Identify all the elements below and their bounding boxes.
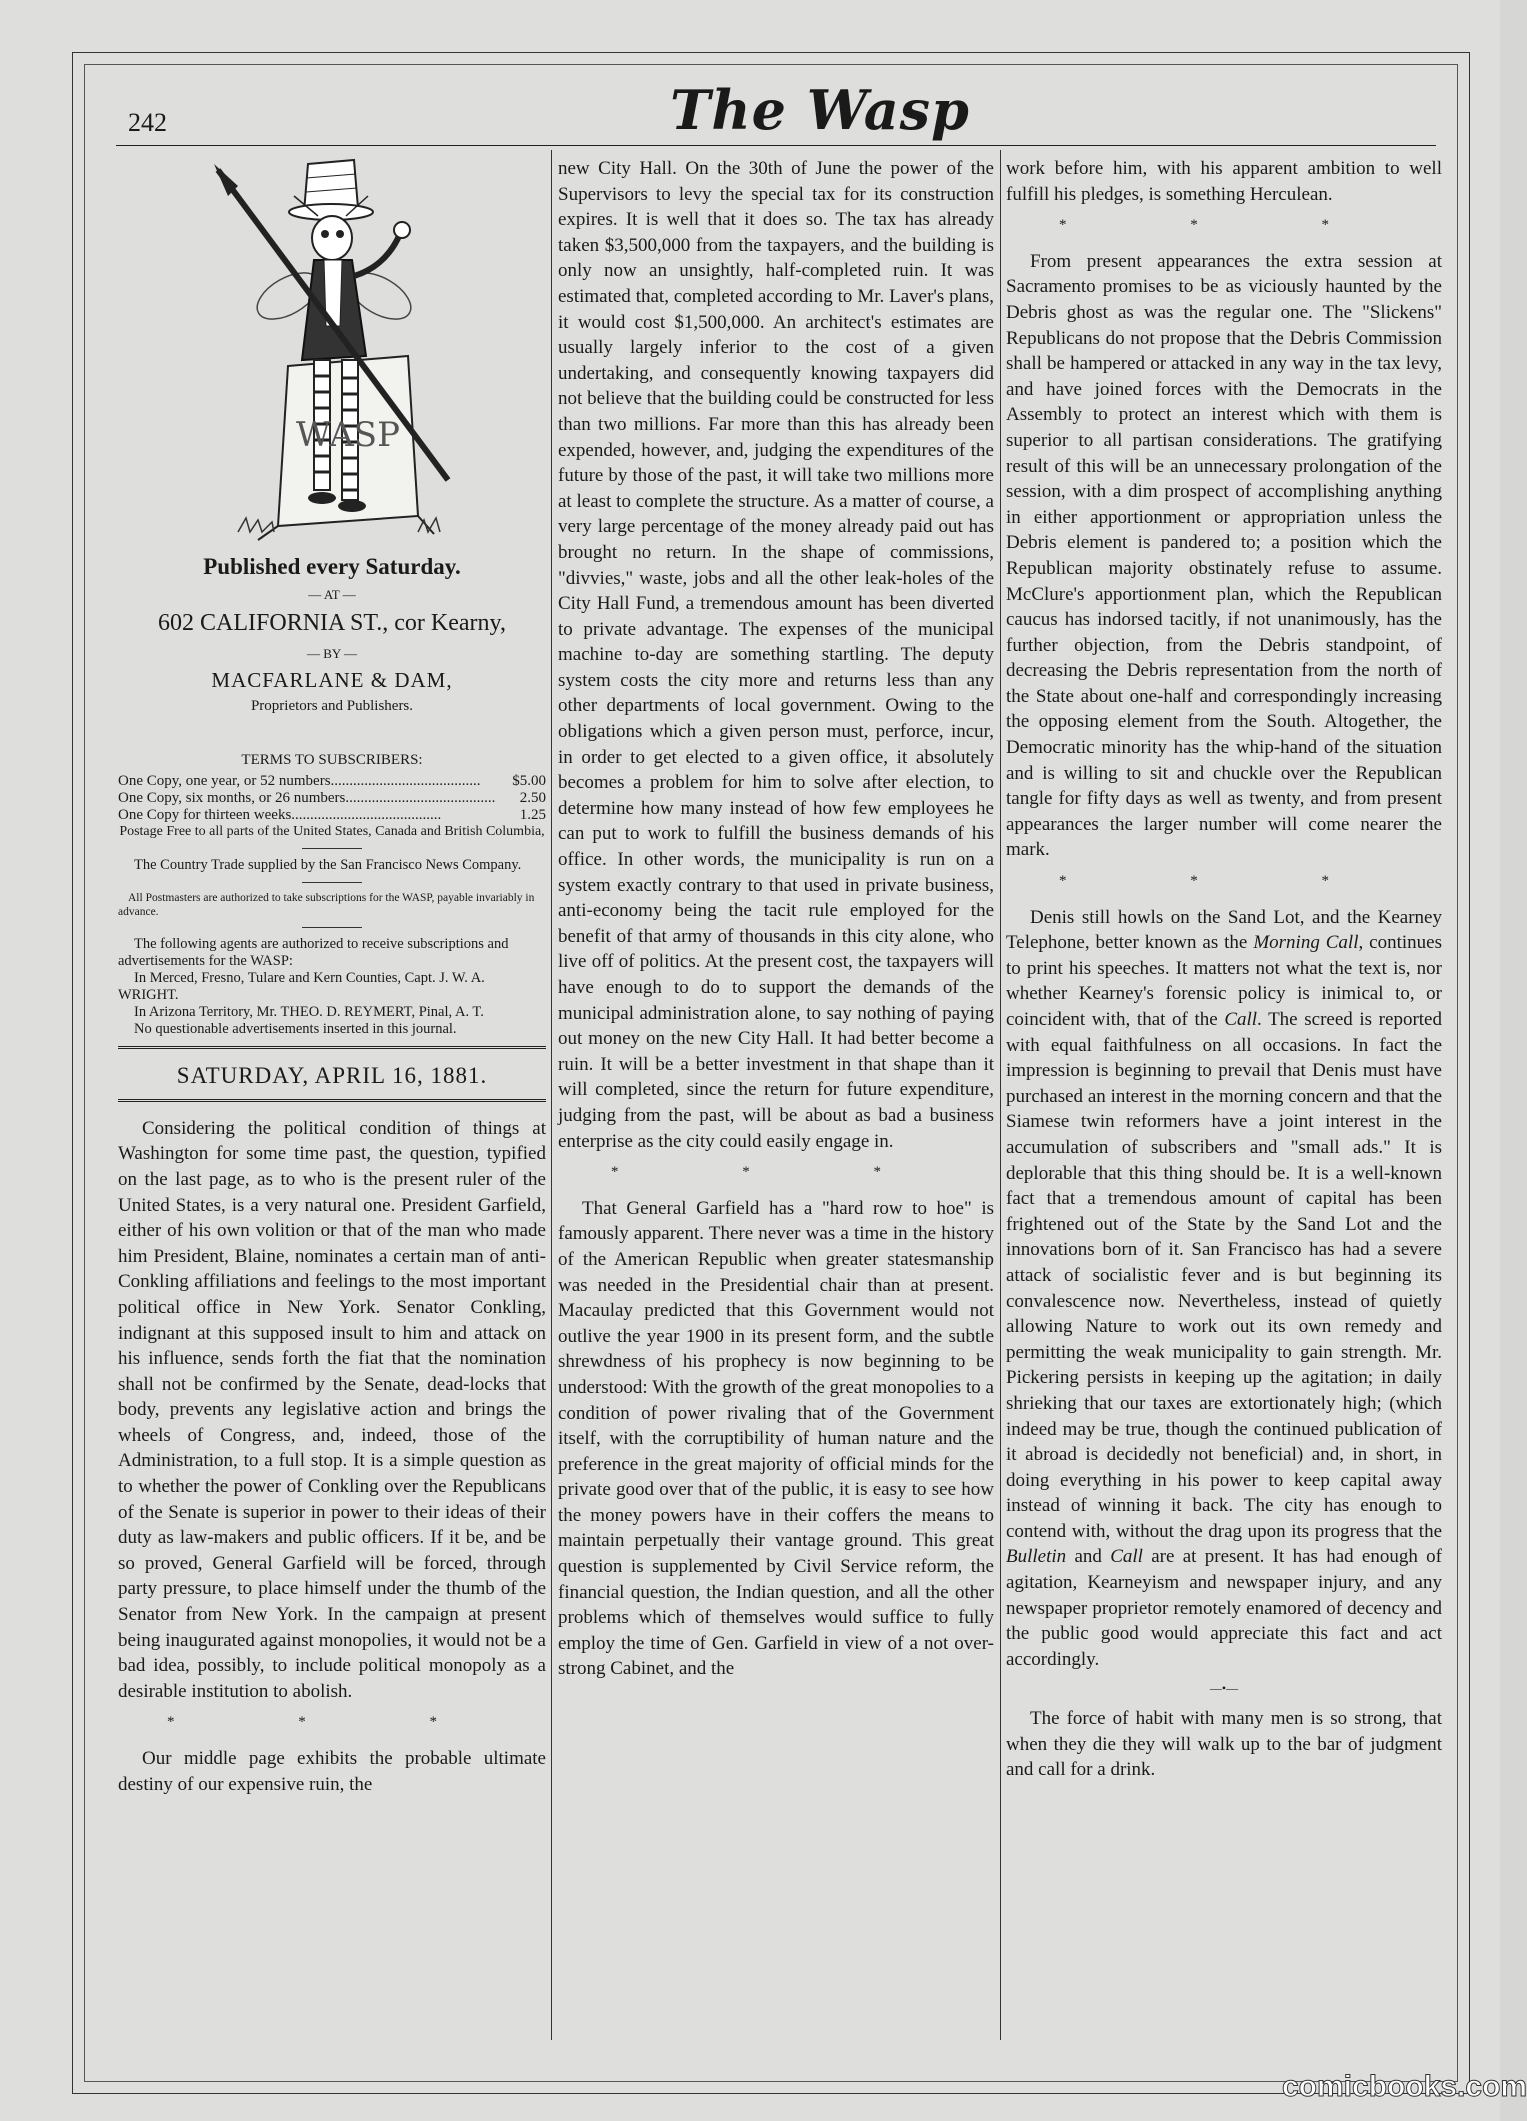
terms-title: TERMS TO SUBSCRIBERS: [241, 751, 423, 768]
section-separator: * * * [1059, 873, 1389, 890]
newspaper-name: Bulletin [1006, 1546, 1067, 1568]
issue-dateline: SATURDAY, APRIL 16, 1881. [176, 1063, 488, 1089]
newspaper-name: Call [1110, 1546, 1143, 1568]
sign-lettering: WASP [296, 415, 400, 455]
country-trade-note: The Country Trade supplied by the San Francisco News Company. [134, 857, 522, 874]
text-run: Denis still howls on the Sand Lot, and the Kearney Telephone, better known as the [1006, 906, 1442, 954]
column-rule-2 [1000, 150, 1001, 2040]
wasp-cartoon-illustration [118, 156, 546, 548]
wasp-figure-icon [118, 156, 546, 548]
office-address: 602 CALIFORNIA ST., cor Kearny, [158, 610, 506, 637]
terms-leader: ........................................ [345, 790, 496, 807]
article-paragraph [1006, 905, 1442, 1673]
by-label: — BY — [306, 645, 358, 661]
article-paragraph: work before him, with his apparent ambition to well fulfill his pledges, is something Herculean. [1006, 158, 1442, 205]
terms-label: One Copy, six months, or 26 numbers [118, 790, 346, 807]
agent-arizona: In Arizona Territory, Mr. THEO. D. REYMERT, Pinal, A. T. [134, 1004, 484, 1021]
divider [302, 882, 362, 883]
terms-leader: ........................................ [291, 807, 442, 824]
text-run: are at present. It has had enough of agitation, Kearneyism and newspaper injury, and any newspaper proprietor remotely enamored of decency and the public good would appreciate this fact and act accordingly. [1006, 1546, 1442, 1670]
divider [302, 927, 362, 928]
article-paragraph: From present appearances the extra session at Sacramento promises to be as viciously haunted by the Debris ghost as was the regular one. The "Slickens" Republicans do not propose that the Debris Commission shall be hampered or attacked in any way in the tax levy, and have joined forces with the Democrats in the Assembly to protect an interest which with them is superior to all partisan considerations. The gratifying result of this will be an unnecessary prolongation of the session, with a dim prospect of accomplishing anything in either apportionment or appropriation unless the Debris element is pandered to; a position which the Republican majority obstinately refuse to assume. McClure's apportionment plan, which the Republican caucus has indorsed tacitly, if not unanimously, has the further objection, from the Debris standpoint, of decreasing the Debris representation from the north of the State about one-half and correspondingly increasing the opposing element from the South. Altogether, the Democratic minority has the whip-hand of the situation and is willing to sit and chuckle over the Republican tangle for fifty days as well as twenty, and from present appearances the larger number will come nearer the mark. [1006, 250, 1442, 861]
column-2 [558, 156, 994, 1682]
at-label: — AT — [308, 586, 356, 602]
terms-row [118, 773, 546, 790]
divider [302, 848, 362, 849]
double-rule [118, 1099, 546, 1102]
column-rule-1 [551, 150, 552, 2040]
postage-note: Postage Free to all parts of the United States, Canada and British Columbia, [119, 824, 545, 840]
page-number: 242 [128, 108, 167, 137]
postmasters-note: All Postmasters are authorized to take subscriptions for the WASP, payable invariably in advance. [118, 892, 535, 919]
terms-price: 1.25 [519, 807, 546, 824]
page-header [90, 72, 1450, 144]
article-paragraph: Our middle page exhibits the probable ultimate destiny of our expensive ruin, the [118, 1748, 546, 1795]
no-adverts-note: No questionable advertisements inserted in this journal. [134, 1021, 457, 1038]
section-separator: * * * [611, 1164, 941, 1181]
article-paragraph: That General Garfield has a "hard row to hoe" is famously apparent. There never was a time in the history of the American Republic when greater statesmanship was needed in the Presidential chair than at present. Macaulay predicted that this Government would not outlive the year 1900 in its present form, and the subtle shrewdness of his prophecy is now beginning to be understood: With the growth of the great monopolies to a condition of power rivaling that of the Government itself, with the corruptibility of human nature and the preference in the great majority of official minds for the private good over that of the public, it is easy to see how the money powers have in their coffers the means to maintain perpetually their vantage ground. This great question is supplemented by Civil Service reform, the financial question, the Indian question, and all the other problems which of themselves would suffice to fully employ the time of Gen. Garfield in view of a not over-strong Cabinet, and the [558, 1197, 994, 1680]
agents-note: The following agents are authorized to receive subscriptions and advertisements for the WASP: [118, 936, 509, 970]
terms-row [118, 790, 546, 807]
article-paragraph: Considering the political condition of things at Washington for some time past, the question, typified on the last page, as to who is the present ruler of the United States, is a very natural one. President Garfield, either of his own volition or that of the man who made him President, Blaine, nominates a certain man of anti-Conkling affiliations and feelings to the most important political office in New York. Senator Conkling, indignant at this supposed insult to him and attack on his influence, sends forth the fiat that the nomination shall not be confirmed by the Senate, dead-locks that body, prevents any legislative action and brings the wheels of Congress, and, indeed, those of the Administration, to a full stop. It is a simple question as to whether the power of Conkling over the Republicans of the Senate is superior in power to their ideas of their duty as law-makers and public officers. If it be, and be so proved, General Garfield will be forced, through party pressure, to place himself under the thumb of the Senator from New York. In the campaign at present being inaugurated against monopolies, it would not be a bad idea, possibly, to include political monopoly as a desirable institution to abolish. [118, 1117, 546, 1702]
newspaper-name: Morning Call [1253, 932, 1359, 954]
terms-price: 2.50 [519, 790, 546, 807]
proprietors-name: MACFARLANE & DAM, [211, 668, 453, 693]
terms-row [118, 807, 546, 824]
newspaper-name: Call [1224, 1009, 1258, 1030]
terms-leader: ........................................ [330, 773, 481, 790]
proprietors-subtitle: Proprietors and Publishers. [250, 697, 414, 714]
terms-label: One Copy, one year, or 52 numbers [118, 773, 331, 790]
masthead-title: The Wasp [670, 78, 970, 142]
text-run: and [1066, 1546, 1111, 1568]
header-rule [116, 145, 1436, 146]
published-every-saturday: Published every Saturday. [203, 554, 461, 579]
double-rule [118, 1046, 546, 1049]
column-3 [1006, 156, 1442, 1783]
text-run: . The screed is reported with equal faithfulness on all occasions. In fact the impression is beginning to prevail that Denis must have purchased an interest in the morning concern and that the Siamese twin reformers have a joint interest in the accumulation of subscribers and "small ads." It is deplorable that this thing should be. It is a well-known fact that a tremendous amount of capital has been frightened out of the State by the Sand Lot and the innovations born of it. San Francisco has had a severe attack of socialistic fever and is but beginning its convalescence now. Nevertheless, instead of quietly allowing Nature to work out its own remedy and permitting the weak municipality to gain strength. Mr. Pickering persists in keeping up the agitation; in daily shrieking that our taxes are extortionately high; (which indeed may be true, though the continued publication of it abroad is decidedly not beneficial) and, in short, in doing everything in his power to keep capital away instead of winning it back. The city has enough to contend with, without the drag upon its progress that the [1006, 1009, 1442, 1542]
article-paragraph: The force of habit with many men is so strong, that when they die they will walk up to the bar of judgment and call for a drink. [1006, 1708, 1442, 1781]
section-separator: * * * [1059, 217, 1389, 234]
terms-list [118, 773, 546, 824]
text-run: , continues to print his speeches. It matters not what the text is, nor whether Kearney's forensic policy is inimical to, or coincident with, that of the [1006, 932, 1442, 1030]
column-1 [118, 156, 546, 1797]
terms-price: $5.00 [512, 773, 546, 790]
article-paragraph: new City Hall. On the 30th of June the power of the Supervisors to levy the special tax for its construction expires. It is well that it does so. The tax has already taken $3,500,000 from the taxpayers, and the building is only now an unsightly, half-completed ruin. It was estimated that, completed according to Mr. Laver's plans, it would cost $1,500,000. An architect's estimates are usually largely inferior to the cost of a given undertaking, and consequently knowing taxpayers did not believe that the building could be constructed for less than two millions. Far more than this has already been expended, however, and, judging the expenditures of the future by those of the past, it will take two millions more at least to complete the structure. As a matter of course, a very large percentage of the money already paid out has brought no return. In the shape of commissions, "divvies," waste, jobs and all the other leak-holes of the City Hall Fund, a tremendous amount has been diverted to private advantage. The expenses of the municipal machine to-day are something startling. The deputy system costs the city more and returns less than any other departments of local government. Owing to the obligations which a given person must, perforce, incur, in order to get elected to a given office, it absolutely becomes a problem for him to solve after election, to determine how many instead of how few employees he can put to work to fulfill the business demands of his office. In other words, the municipality is run on a system exactly contrary to that used in private business, anti-economy being the tacit rule employed for the benefit of that army of thousands in this city alone, who live off of politics. At the present cost, the taxpayers will have enough to do to support the demands of the municipal administration alone, to say nothing of paying out money on the new City Hall. It had better become a ruin. It will be a better investment in that shape than it will completed, since the return for future expenditure, judging from the past, will be about as bad a business enterprise as the city could easily engage in. [558, 158, 994, 1152]
section-separator: * * * [167, 1714, 497, 1731]
ornament-divider: —•— [1209, 1681, 1239, 1696]
agent-merced: In Merced, Fresno, Tulare and Kern Counties, Capt. J. W. A. WRIGHT. [118, 970, 485, 1004]
terms-label: One Copy for thirteen weeks [118, 807, 292, 824]
watermark: comicbooks.com [1282, 2070, 1527, 2103]
